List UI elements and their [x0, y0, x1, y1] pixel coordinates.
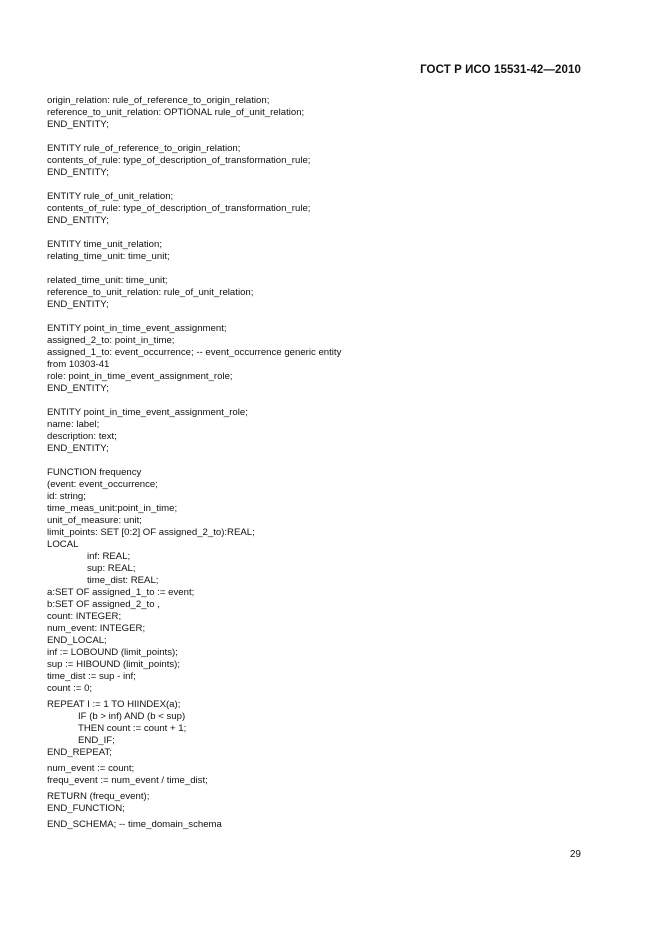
local-variable-line: sup: REAL; [87, 563, 136, 574]
document-body [47, 95, 607, 831]
code-line: reference_to_unit_relation: rule_of_unit_relation; [47, 287, 254, 298]
code-line: REPEAT I := 1 TO HIINDEX(a); [47, 699, 181, 710]
code-line: reference_to_unit_relation: OPTIONAL rule_of_unit_relation; [47, 107, 305, 118]
code-line: END_ENTITY; [47, 299, 109, 310]
code-line: count := 0; [47, 683, 93, 694]
code-line: contents_of_rule: type_of_description_of_transformation_rule; [47, 155, 311, 166]
repeat-body-line: IF (b > inf) AND (b < sup) [78, 711, 186, 722]
code-line: description: text; [47, 431, 117, 442]
code-line: END_SCHEMA; -- time_domain_schema [47, 819, 222, 830]
code-block-origin-relation [47, 95, 607, 131]
code-block-num-event [47, 763, 607, 787]
code-line: from 10303-41 [47, 359, 110, 370]
code-line: ENTITY rule_of_unit_relation; [47, 191, 174, 202]
code-line: related_time_unit: time_unit; [47, 275, 168, 286]
code-line: FUNCTION frequency [47, 467, 142, 478]
code-line: b:SET OF assigned_2_to , [47, 599, 160, 610]
code-line: frequ_event := num_event / time_dist; [47, 775, 208, 786]
code-line: END_ENTITY; [47, 443, 109, 454]
code-line: sup := HIBOUND (limit_points); [47, 659, 181, 670]
code-line: assigned_1_to: event_occurrence; -- event_occurrence generic entity [47, 347, 342, 358]
code-line: LOCAL [47, 539, 79, 550]
code-line: inf := LOBOUND (limit_points); [47, 647, 178, 658]
code-line: role: point_in_time_event_assignment_role; [47, 371, 233, 382]
code-block-repeat [47, 699, 607, 759]
code-block-point-in-time-event-assignment [47, 323, 607, 395]
code-line: time_dist := sup - inf; [47, 671, 136, 682]
code-line: id: string; [47, 491, 86, 502]
local-variable-line: time_dist: REAL; [87, 575, 159, 586]
code-block-end-schema [47, 819, 607, 831]
code-line: (event: event_occurrence; [47, 479, 158, 490]
code-line: END_ENTITY; [47, 215, 109, 226]
code-block-time-unit-relation-head [47, 239, 607, 263]
code-line: END_FUNCTION; [47, 803, 125, 814]
code-line: END_LOCAL; [47, 635, 107, 646]
code-block-return [47, 791, 607, 815]
code-line: name: label; [47, 419, 100, 430]
code-line: limit_points: SET [0:2] OF assigned_2_to):REAL; [47, 527, 255, 538]
code-block-time-unit-relation-tail [47, 275, 607, 311]
code-line: ENTITY rule_of_reference_to_origin_relation; [47, 143, 241, 154]
code-line: ENTITY point_in_time_event_assignment; [47, 323, 227, 334]
code-line: END_ENTITY; [47, 167, 109, 178]
code-line: contents_of_rule: type_of_description_of_transformation_rule; [47, 203, 311, 214]
code-line: time_meas_unit:point_in_time; [47, 503, 178, 514]
code-line: END_ENTITY; [47, 119, 109, 130]
code-line: a:SET OF assigned_1_to := event; [47, 587, 195, 598]
code-block-assignment-role [47, 407, 607, 455]
standard-code: ГОСТ Р ИСО 15531-42—2010 [420, 64, 581, 76]
code-line: relating_time_unit: time_unit; [47, 251, 170, 262]
code-line: ENTITY time_unit_relation; [47, 239, 162, 250]
code-line: num_event: INTEGER; [47, 623, 146, 634]
repeat-body-line: THEN count := count + 1; [78, 723, 187, 734]
code-line: assigned_2_to: point_in_time; [47, 335, 175, 346]
code-line: origin_relation: rule_of_reference_to_origin_relation; [47, 95, 270, 106]
page-header [420, 64, 581, 76]
code-line: END_REPEAT; [47, 747, 112, 758]
code-line: count: INTEGER; [47, 611, 122, 622]
code-line: END_ENTITY; [47, 383, 109, 394]
local-variable-line: inf: REAL; [87, 551, 131, 562]
code-block-rule-of-reference [47, 143, 607, 179]
code-block-function-frequency [47, 467, 607, 695]
page-number: 29 [569, 849, 581, 860]
code-block-rule-of-unit-relation [47, 191, 607, 227]
code-line: RETURN (frequ_event); [47, 791, 150, 802]
code-line: num_event := count; [47, 763, 135, 774]
repeat-body-line: END_IF; [78, 735, 115, 746]
code-line: unit_of_measure: unit; [47, 515, 142, 526]
code-line: ENTITY point_in_time_event_assignment_role; [47, 407, 248, 418]
